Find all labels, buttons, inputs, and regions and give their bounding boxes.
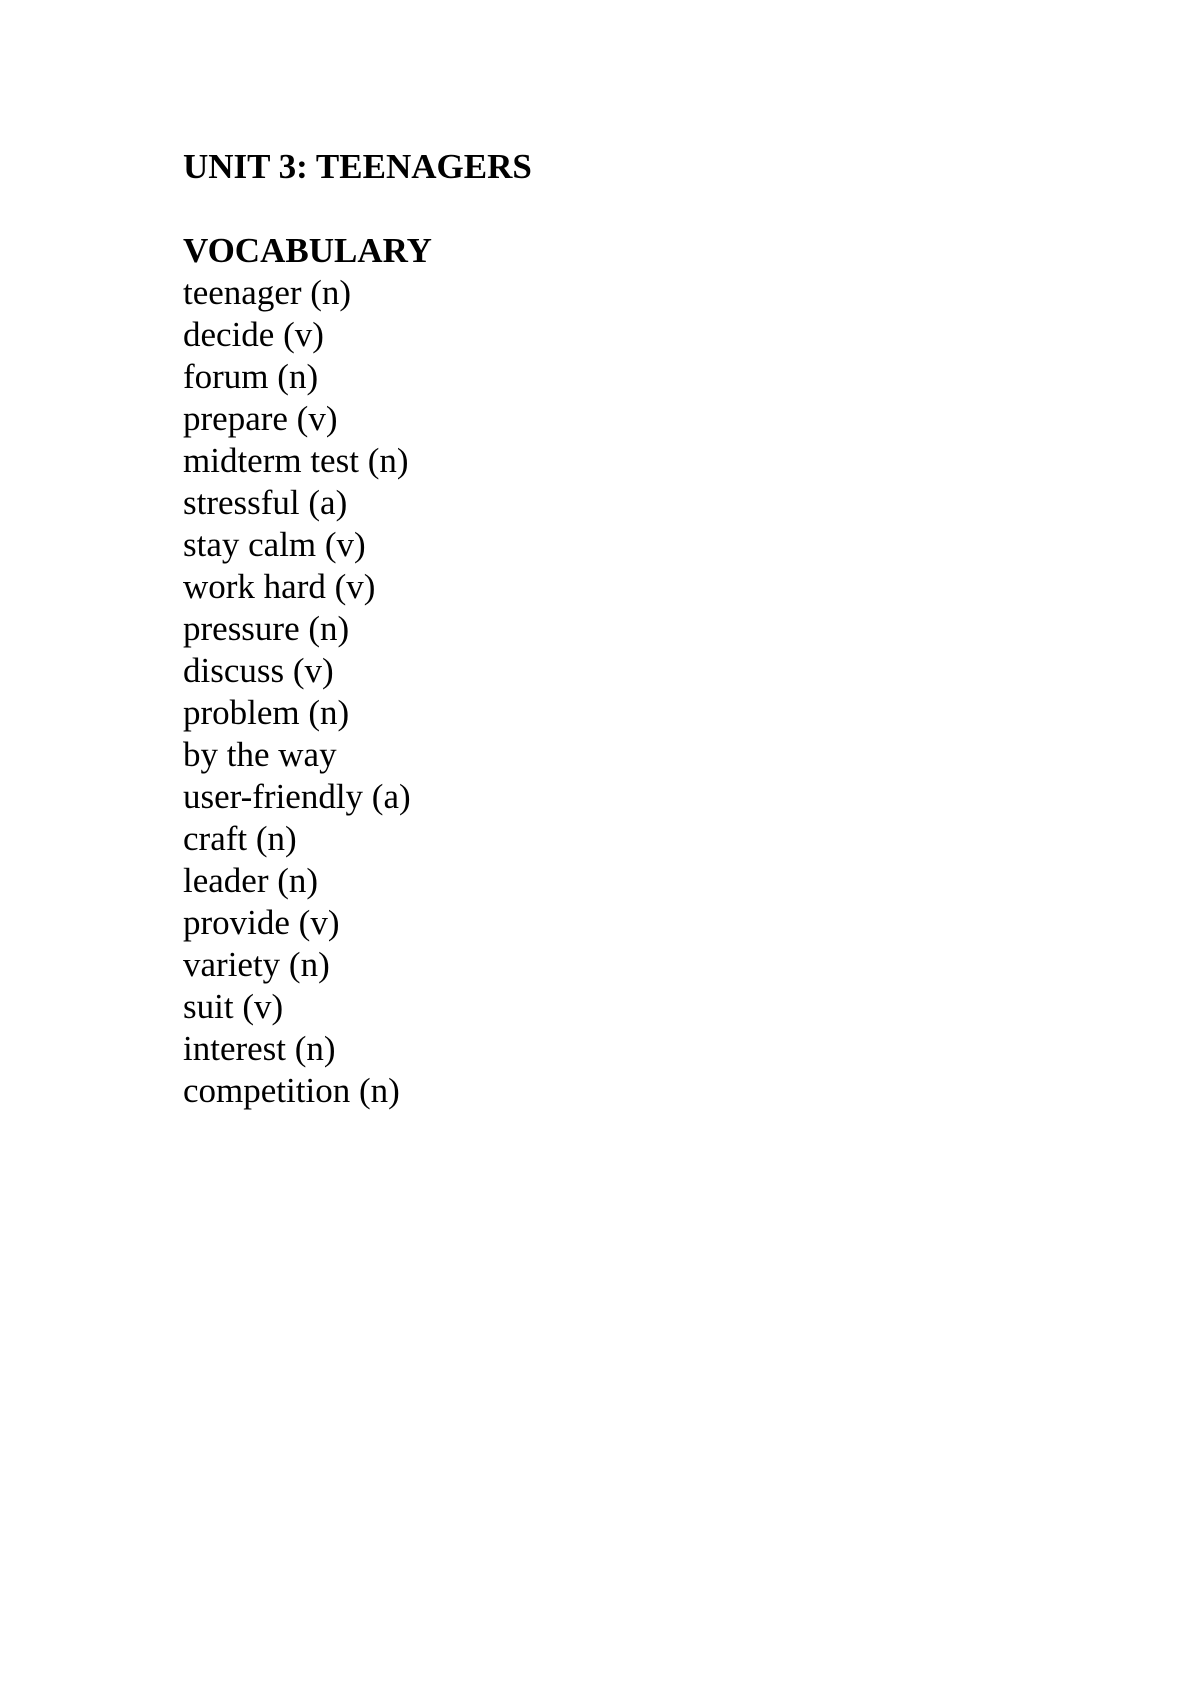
vocabulary-item: stay calm (v) <box>183 525 366 564</box>
vocabulary-item: forum (n) <box>183 357 319 396</box>
vocabulary-item: stressful (a) <box>183 483 348 522</box>
vocabulary-item: decide (v) <box>183 315 324 354</box>
vocabulary-item: variety (n) <box>183 945 330 984</box>
vocabulary-list <box>183 272 1083 1112</box>
vocabulary-item: suit (v) <box>183 987 284 1026</box>
vocabulary-item: provide (v) <box>183 903 340 942</box>
document-content <box>183 146 1083 1112</box>
unit-title: UNIT 3: TEENAGERS <box>183 147 532 186</box>
vocabulary-item: work hard (v) <box>183 567 376 606</box>
vocabulary-item: leader (n) <box>183 861 319 900</box>
vocabulary-item: teenager (n) <box>183 273 352 312</box>
vocabulary-item: problem (n) <box>183 693 350 732</box>
vocabulary-item: user-friendly (a) <box>183 777 411 816</box>
vocabulary-item: by the way <box>183 735 337 774</box>
vocabulary-item: competition (n) <box>183 1071 400 1110</box>
vocabulary-item: prepare (v) <box>183 399 338 438</box>
vocabulary-item: interest (n) <box>183 1029 336 1068</box>
vocabulary-item: midterm test (n) <box>183 441 409 480</box>
vocabulary-heading: VOCABULARY <box>183 231 432 270</box>
vocabulary-item: discuss (v) <box>183 651 334 690</box>
vocabulary-item: craft (n) <box>183 819 297 858</box>
vocabulary-item: pressure (n) <box>183 609 350 648</box>
